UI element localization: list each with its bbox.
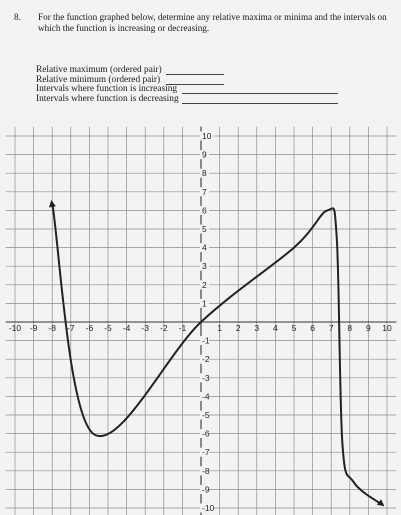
decreasing-intervals-label: Intervals where function is decreasing: [36, 93, 179, 104]
y-tick-label: 2: [202, 279, 207, 290]
increasing-intervals-label: Intervals where function is increasing: [36, 84, 178, 95]
x-tick-label: 9: [366, 323, 371, 333]
x-tick-label: 7: [328, 323, 334, 333]
y-tick-label: 9: [202, 149, 207, 160]
x-tick-label: 1: [217, 323, 222, 333]
x-tick-label: -10: [8, 323, 22, 333]
y-tick-label: 5: [202, 224, 207, 234]
x-tick-label: -9: [29, 323, 38, 333]
x-tick-label: -4: [122, 323, 131, 333]
y-tick-label: -1: [202, 335, 210, 346]
y-tick-label: -9: [202, 484, 210, 495]
x-tick-label: -1: [178, 323, 187, 333]
y-tick-label: 4: [202, 242, 207, 253]
x-tick-label: -5: [104, 323, 112, 333]
question-number: 8.: [14, 12, 21, 22]
y-tick-label: 8: [202, 168, 207, 179]
function-curve: [52, 203, 381, 504]
question-text: For the function graphed below, determine any relative maxima or minima and the intervals on which the function is increasing or decreasing.: [38, 12, 387, 33]
y-tick-label: -10: [202, 503, 215, 513]
x-tick-label: 5: [291, 323, 297, 333]
x-tick-label: 2: [235, 323, 241, 333]
x-tick-label: -7: [67, 323, 75, 333]
y-tick-label: -4: [202, 391, 210, 402]
y-tick-label: 1: [202, 298, 207, 309]
x-tick-label: -6: [85, 323, 94, 333]
y-tick-label: 7: [202, 186, 207, 197]
x-tick-label: 8: [347, 323, 353, 333]
x-tick-label: 3: [254, 323, 260, 333]
x-tick-label: -2: [160, 323, 168, 333]
relative-minimum-label: Relative minimum (ordered pair): [36, 74, 161, 85]
y-tick-label: -5: [202, 410, 210, 420]
relative-maximum-label: Relative maximum (ordered pair): [36, 65, 162, 75]
y-tick-label: 3: [202, 261, 207, 272]
x-tick-label: 4: [273, 323, 278, 333]
y-tick-label: 10: [202, 131, 212, 141]
x-tick-label: -3: [141, 323, 149, 333]
y-tick-label: -6: [202, 428, 210, 439]
x-tick-label: 10: [382, 323, 392, 333]
y-tick-label: -2: [202, 354, 210, 365]
y-tick-label: -3: [202, 372, 210, 383]
y-tick-label: 6: [202, 205, 207, 216]
y-tick-label: -7: [202, 447, 210, 458]
y-tick-label: -8: [202, 465, 210, 476]
x-tick-label: -8: [48, 323, 56, 333]
x-tick-label: 6: [310, 323, 315, 333]
